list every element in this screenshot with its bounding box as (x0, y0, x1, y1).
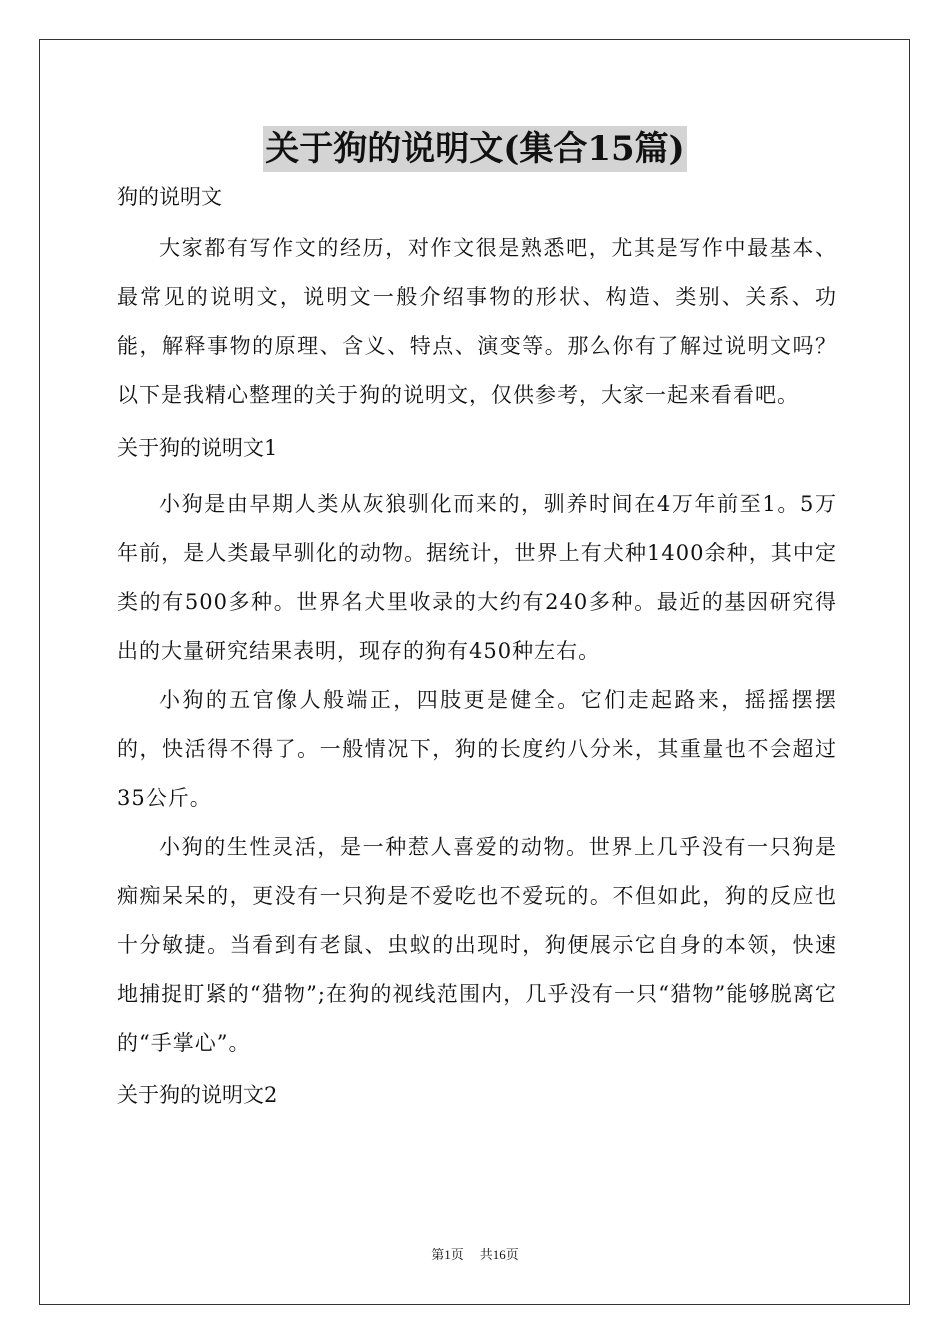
title-container (0, 126, 950, 172)
essay-1-paragraph-1: 小狗是由早期人类从灰狼驯化而来的，驯养时间在4万年前至1。5万年前，是人类最早驯化的动物。据统计，世界上有犬种1400余种，其中定类的有500多种。世界名犬里收录的大约有240多种。最近的基因研究得出的大量研究结果表明，现存的狗有450种左右。 (117, 492, 837, 663)
essay-1-paragraph-3: 小狗的生性灵活，是一种惹人喜爱的动物。世界上几乎没有一只狗是痴痴呆呆的，更没有一只狗是不爱吃也不爱玩的。不但如此，狗的反应也十分敏捷。当看到有老鼠、虫蚁的出现时，狗便展示它自身的本领，快速地捕捉盯紧的“猎物”;在狗的视线范围内，几乎没有一只“猎物”能够脱离它的“手掌心”。 (117, 835, 837, 1055)
intro-paragraph: 大家都有写作文的经历，对作文很是熟悉吧，尤其是写作中最基本、最常见的说明文，说明文一般介绍事物的形状、构造、类别、关系、功能，解释事物的原理、含义、特点、演变等。那么你有了解过说明文吗？以下是我精心整理的关于狗的说明文，仅供参考，大家一起来看看吧。 (117, 236, 837, 407)
essay-1-heading: 关于狗的说明文1 (117, 436, 278, 460)
page-total: 共16页 (479, 1247, 519, 1262)
document-title: 关于狗的说明文(集合15篇) (263, 126, 687, 172)
essay-1-paragraph-2: 小狗的五官像人般端正，四肢更是健全。它们走起路来，摇摇摆摆的，快活得不得了。一般情况下，狗的长度约八分米，其重量也不会超过35公斤。 (117, 688, 837, 810)
page-number: 第1页 (431, 1247, 464, 1262)
essay-2-heading: 关于狗的说明文2 (117, 1083, 278, 1107)
page-footer (0, 1246, 950, 1264)
section-heading: 狗的说明文 (117, 185, 222, 209)
document-body (117, 177, 837, 1110)
